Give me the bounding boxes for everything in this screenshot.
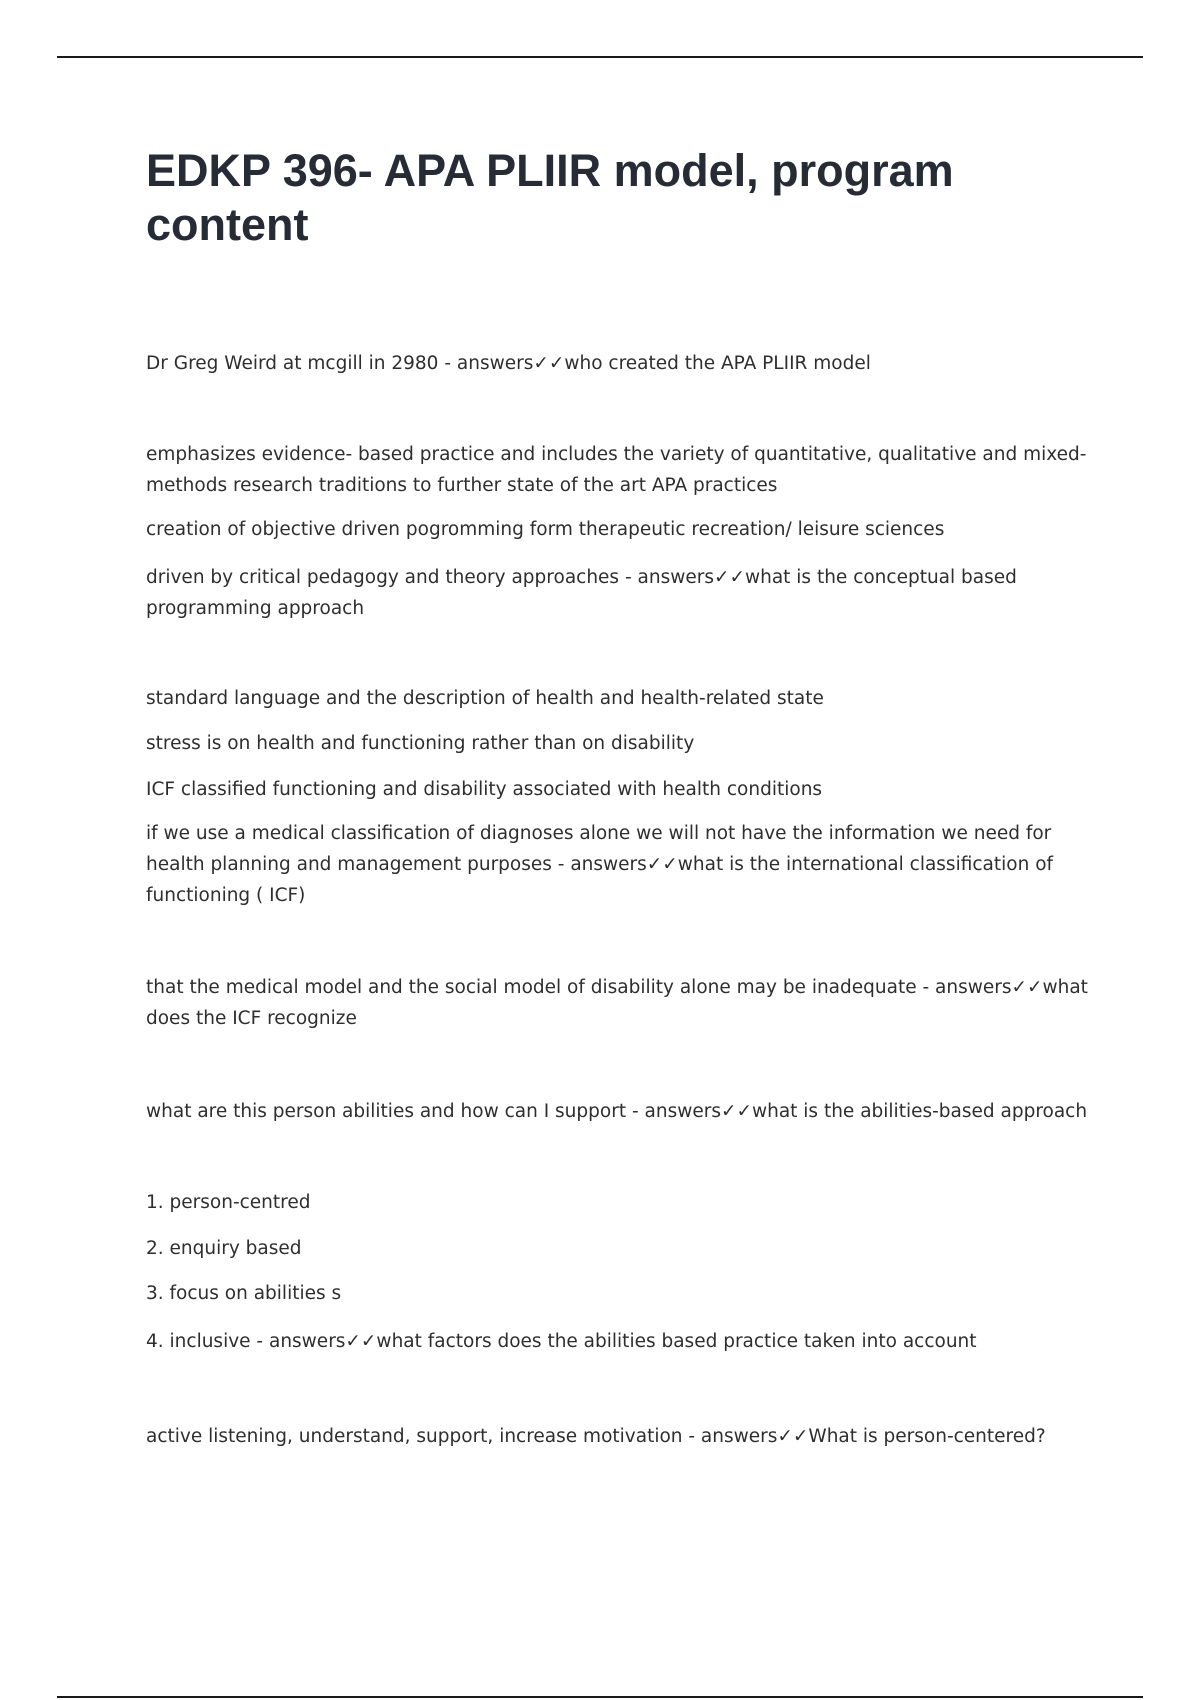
qa-entry-conceptual: driven by critical pedagogy and theory approaches - answers✓✓what is the conceptual based programming approach [146,567,1017,619]
list-item-3: 3. focus on abilities s [146,1283,342,1304]
qa-entry-person-centered: active listening, understand, support, increase motivation - answers✓✓What is person-centered? [146,1426,1046,1447]
document-title: EDKP 396- APA PLIIR model, program content [146,145,954,250]
top-rule [57,56,1143,58]
entry-evidence-based: emphasizes evidence- based practice and includes the variety of quantitative, qualitative and mixed-methods research traditions to further state of the art APA practices [146,444,1087,496]
entry-icf-classified: ICF classified functioning and disability associated with health conditions [146,779,823,800]
bottom-rule [57,1696,1143,1698]
qa-entry-abilities-approach: what are this person abilities and how can I support - answers✓✓what is the abilities-based approach [146,1101,1088,1122]
qa-entry-icf-recognize: that the medical model and the social model of disability alone may be inadequate - answers✓✓what does the ICF recognize [146,977,1088,1029]
entry-stress-health: stress is on health and functioning rather than on disability [146,733,695,754]
entry-objective-driven: creation of objective driven pogromming form therapeutic recreation/ leisure sciences [146,519,945,540]
list-item-1: 1. person-centred [146,1192,311,1213]
list-item-2: 2. enquiry based [146,1238,302,1259]
entry-standard-language: standard language and the description of health and health-related state [146,688,824,709]
qa-entry-abilities-factors: 4. inclusive - answers✓✓what factors does the abilities based practice taken into account [146,1331,977,1352]
qa-entry-icf: if we use a medical classification of diagnoses alone we will not have the information we need for health planning and management purposes - answers✓✓what is the international classification of functioning ( ICF) [146,823,1054,906]
qa-entry-creator: Dr Greg Weird at mcgill in 2980 - answers✓✓who created the APA PLIIR model [146,353,871,374]
